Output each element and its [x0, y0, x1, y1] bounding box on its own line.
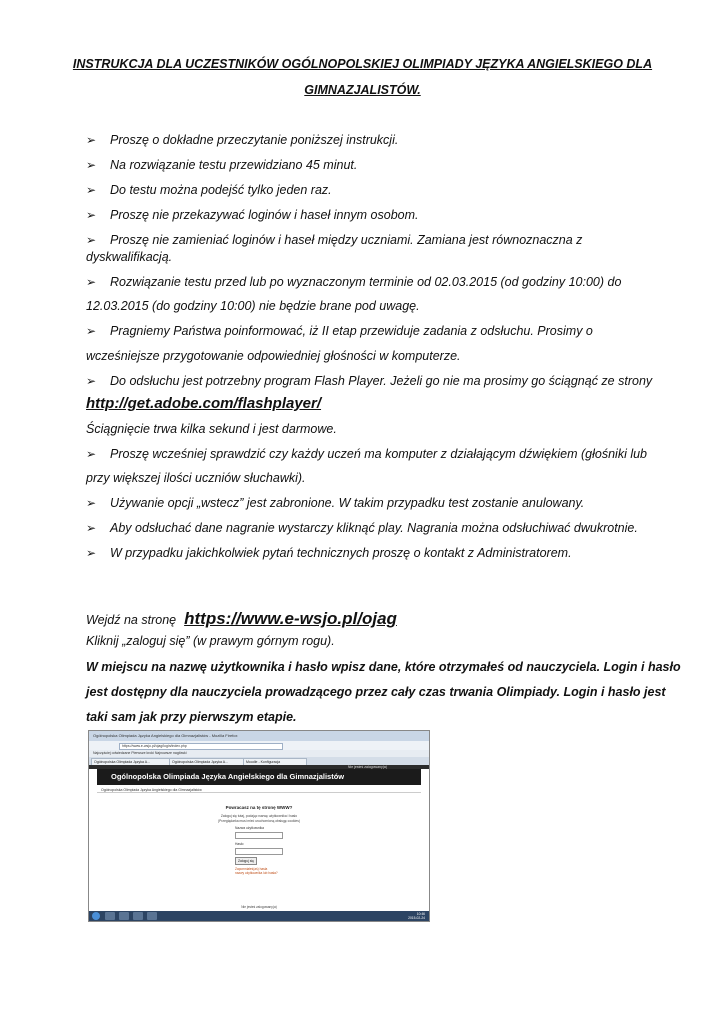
arrow-bullet-icon: ➢ [86, 233, 97, 247]
arrow-bullet-icon: ➢ [86, 447, 97, 461]
instruction-3: ➢ Do testu można podejść tylko jeden raz. [86, 183, 332, 197]
credentials-note-2: jest dostępny dla nauczyciela prowadzącego przez cały czas trwania Olimpiady. Login i hasło jest [86, 685, 666, 699]
clock-date: 2015-02-24 [408, 916, 425, 920]
olympiad-site-link[interactable]: https://www.e-wsjo.pl/ojag [184, 609, 397, 628]
arrow-bullet-icon: ➢ [86, 546, 97, 560]
arrow-bullet-icon: ➢ [86, 521, 97, 535]
arrow-bullet-icon: ➢ [86, 208, 97, 222]
explorer-icon [105, 912, 115, 920]
page-content [89, 765, 429, 911]
instruction-1: ➢ Proszę o dokładne przeczytanie poniższej instrukcji. [86, 133, 399, 147]
browser-tabs [89, 757, 429, 765]
forgot-password-link: Zapomniałeś(aś) hasła [235, 867, 268, 871]
document-title-line-2: GIMNAZJALISTÓW. [304, 83, 421, 97]
tab-3: Moodle - Konfiguracja [243, 758, 307, 766]
arrow-bullet-icon: ➢ [86, 183, 97, 197]
flash-player-link[interactable]: http://get.adobe.com/flashplayer/ [86, 395, 322, 412]
instruction-5: ➢ Proszę nie zamieniać loginów i haseł między uczniami. Zamiana jest równoznaczna z [86, 233, 583, 247]
instruction-8: ➢ Do odsłuchu jest potrzebny program Flash Player. Jeżeli go nie ma prosimy go ściągnąć ze strony [86, 374, 653, 388]
arrow-bullet-icon: ➢ [86, 158, 97, 172]
instruction-10: ➢ Używanie opcji „wstecz” jest zabronione. W takim przypadku test zostanie anulowany. [86, 496, 585, 510]
login-button: Zaloguj się [235, 857, 257, 865]
clock-time: 10:46 [416, 912, 425, 916]
document-title-line-1: INSTRUKCJA DLA UCZESTNIKÓW OGÓLNOPOLSKIEJ OLIMPIADY JĘZYKA ANGIELSKIEGO DLA [72, 57, 653, 71]
taskbar-clock [408, 912, 425, 920]
start-button-icon [92, 912, 100, 920]
instruction-4: ➢ Proszę nie przekazywać loginów i haseł innym osobom. [86, 208, 419, 222]
instruction-7: ➢ Pragniemy Państwa poinformować, iż II etap przewiduje zadania z odsłuchu. Prosimy o [86, 324, 593, 338]
instruction-9: ➢ Proszę wcześniej sprawdzić czy każdy uczeń ma komputer z działającym dźwiękiem (głośniki lub [86, 447, 647, 461]
arrow-bullet-icon: ➢ [86, 374, 97, 388]
credentials-note-1: W miejscu na nazwę użytkownika i hasło wpisz dane, które otrzymałeś od nauczyciela. Login i hasło [86, 660, 681, 674]
top-login-status: Nie jesteś zalogowany(a) [347, 765, 387, 769]
site-breadcrumb: Ogólnopolska Olimpiada Języka Angielskiego dla Gimnazjalistów [97, 787, 421, 793]
site-banner: Ogólnopolska Olimpiada Języka Angielskiego dla Gimnazjalistów [97, 769, 421, 785]
arrow-bullet-icon: ➢ [86, 496, 97, 510]
login-instructions: Zaloguj się tutaj, podając nazwę użytkownika i hasło [220, 814, 298, 818]
login-hint: Kliknij „zaloguj się” (w prawym górnym rogu). [86, 634, 335, 648]
instruction-11: ➢ Aby odsłuchać dane nagranie wystarczy kliknąć play. Nagrania można odsłuchiwać dwukrotnie. [86, 521, 638, 535]
folder-icon [119, 912, 129, 920]
firefox-icon [147, 912, 157, 920]
instruction-5-continued: dyskwalifikacją. [86, 250, 173, 264]
windows-taskbar [89, 911, 429, 921]
instruction-9-continued: przy większej ilości uczniów słuchawki). [86, 471, 306, 485]
tab-2: Ogólnopolska Olimpiada Języka A... [169, 758, 245, 766]
media-icon [133, 912, 143, 920]
visit-line [86, 611, 397, 628]
forgot-username-link: nazwy użytkownika lub hasła? [235, 871, 278, 875]
footer-login-status: Nie jesteś zalogowany(a) [241, 905, 277, 909]
instruction-6-continued: 12.03.2015 (do godziny 10:00) nie będzie brane pod uwagę. [86, 299, 420, 313]
arrow-bullet-icon: ➢ [86, 275, 97, 289]
password-label: Hasło [235, 842, 244, 846]
password-field [235, 848, 283, 855]
tab-1: Ogólnopolska Olimpiada Języka A... [91, 758, 171, 766]
instruction-6: ➢ Rozwiązanie testu przed lub po wyznaczonym terminie od 02.03.2015 (od godziny 10:00) do [86, 275, 622, 289]
instruction-2: ➢ Na rozwiązanie testu przewidziano 45 minut. [86, 158, 358, 172]
bookmarks-bar: Najczęściej odwiedzane Pierwsze kroki Najnowsze nagłówki [89, 750, 430, 757]
arrow-bullet-icon: ➢ [86, 133, 97, 147]
cookies-note: (Przeglądarka musi mieć uruchomioną obsługę cookies) [218, 819, 300, 823]
username-label: Nazwa użytkownika [235, 826, 264, 830]
arrow-bullet-icon: ➢ [86, 324, 97, 338]
instruction-12: ➢ W przypadku jakichkolwiek pytań technicznych proszę o kontakt z Administratorem. [86, 546, 572, 560]
download-note: Ściągnięcie trwa kilka sekund i jest darmowe. [86, 422, 337, 436]
instruction-7-continued: wcześniejsze przygotowanie odpowiedniej głośności w komputerze. [86, 349, 461, 363]
address-field: https://www.e-wsjo.pl/ojag/login/index.php [119, 743, 283, 750]
welcome-heading: Powracasz na tę stronę WWW? [225, 805, 293, 810]
login-page-screenshot [88, 730, 430, 922]
credentials-note-3: taki sam jak przy pierwszym etapie. [86, 710, 297, 724]
username-field [235, 832, 283, 839]
visit-text: Wejdź na stronę [86, 613, 177, 627]
browser-title-bar: Ogólnopolska Olimpiada Języka Angielskiego dla Gimnazjalistów - Mozilla Firefox [89, 731, 430, 741]
